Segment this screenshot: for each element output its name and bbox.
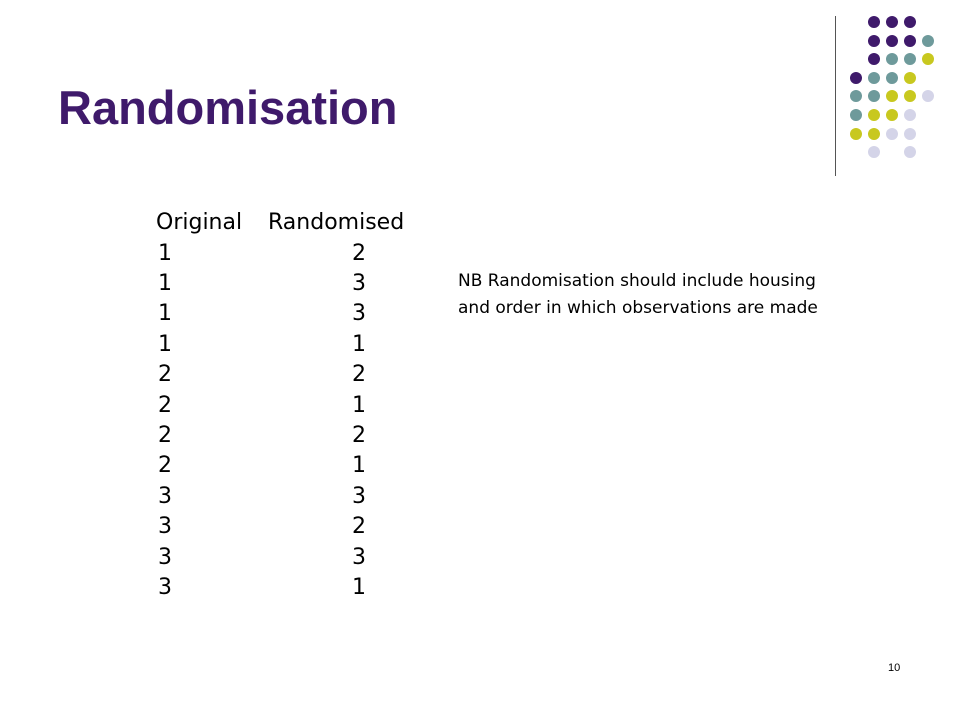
- note-text: NB Randomisation should include housing and order in which observations are made: [458, 271, 818, 318]
- decorative-dot: [886, 72, 898, 84]
- cell-original: 3: [158, 514, 172, 540]
- cell-original: 2: [158, 422, 172, 448]
- cell-original: 1: [158, 301, 172, 327]
- decorative-dot: [904, 72, 916, 84]
- cell-original: 2: [158, 392, 172, 418]
- column-header-randomised: Randomised: [268, 210, 405, 235]
- decorative-dot: [868, 72, 880, 84]
- cell-randomised: 1: [352, 392, 366, 418]
- decorative-dot-grid: [845, 8, 955, 158]
- table-row: [156, 239, 416, 269]
- decorative-dot: [904, 16, 916, 28]
- cell-original: 1: [158, 331, 172, 357]
- decorative-dot: [886, 90, 898, 102]
- decorative-dot: [904, 53, 916, 65]
- table-row: [156, 299, 416, 329]
- decorative-dot: [850, 72, 862, 84]
- cell-randomised: 3: [352, 544, 366, 570]
- decorative-dot: [886, 16, 898, 28]
- cell-randomised: 2: [352, 514, 366, 540]
- decorative-dot: [868, 109, 880, 121]
- cell-randomised: 2: [352, 422, 366, 448]
- title-divider-line: [835, 16, 836, 176]
- cell-randomised: 3: [352, 270, 366, 296]
- cell-randomised: 3: [352, 301, 366, 327]
- table-row: [156, 451, 416, 481]
- table-row: [156, 543, 416, 573]
- decorative-dot: [850, 128, 862, 140]
- cell-randomised: 2: [352, 362, 366, 388]
- table-row: [156, 482, 416, 512]
- cell-randomised: 1: [352, 574, 366, 600]
- decorative-dot: [904, 90, 916, 102]
- decorative-dot: [886, 35, 898, 47]
- decorative-dot: [886, 109, 898, 121]
- table-row: [156, 330, 416, 360]
- slide-title: Randomisation: [58, 81, 398, 134]
- decorative-dot: [904, 146, 916, 158]
- cell-randomised: 1: [352, 331, 366, 357]
- decorative-dot: [922, 90, 934, 102]
- decorative-dot: [850, 90, 862, 102]
- table-row: [156, 391, 416, 421]
- cell-original: 2: [158, 453, 172, 479]
- cell-randomised: 2: [352, 240, 366, 266]
- decorative-dot: [922, 35, 934, 47]
- decorative-dot: [886, 53, 898, 65]
- decorative-dot: [868, 16, 880, 28]
- cell-randomised: 1: [352, 453, 366, 479]
- table-row: [156, 573, 416, 603]
- table-row: [156, 421, 416, 451]
- column-header-original: Original: [156, 210, 243, 235]
- cell-original: 2: [158, 362, 172, 388]
- cell-original: 3: [158, 483, 172, 509]
- cell-original: 1: [158, 240, 172, 266]
- decorative-dot: [922, 53, 934, 65]
- decorative-dot: [904, 109, 916, 121]
- decorative-dot: [868, 90, 880, 102]
- decorative-dot: [868, 146, 880, 158]
- table-row: [156, 360, 416, 390]
- table-row: [156, 269, 416, 299]
- table-row: [156, 512, 416, 542]
- decorative-dot: [886, 128, 898, 140]
- decorative-dot: [904, 35, 916, 47]
- decorative-dot: [904, 128, 916, 140]
- decorative-dot: [850, 109, 862, 121]
- cell-original: 3: [158, 574, 172, 600]
- cell-randomised: 3: [352, 483, 366, 509]
- decorative-dot: [868, 128, 880, 140]
- page-number: 10: [888, 662, 901, 674]
- decorative-dot: [868, 53, 880, 65]
- decorative-dot: [868, 35, 880, 47]
- cell-original: 3: [158, 544, 172, 570]
- cell-original: 1: [158, 270, 172, 296]
